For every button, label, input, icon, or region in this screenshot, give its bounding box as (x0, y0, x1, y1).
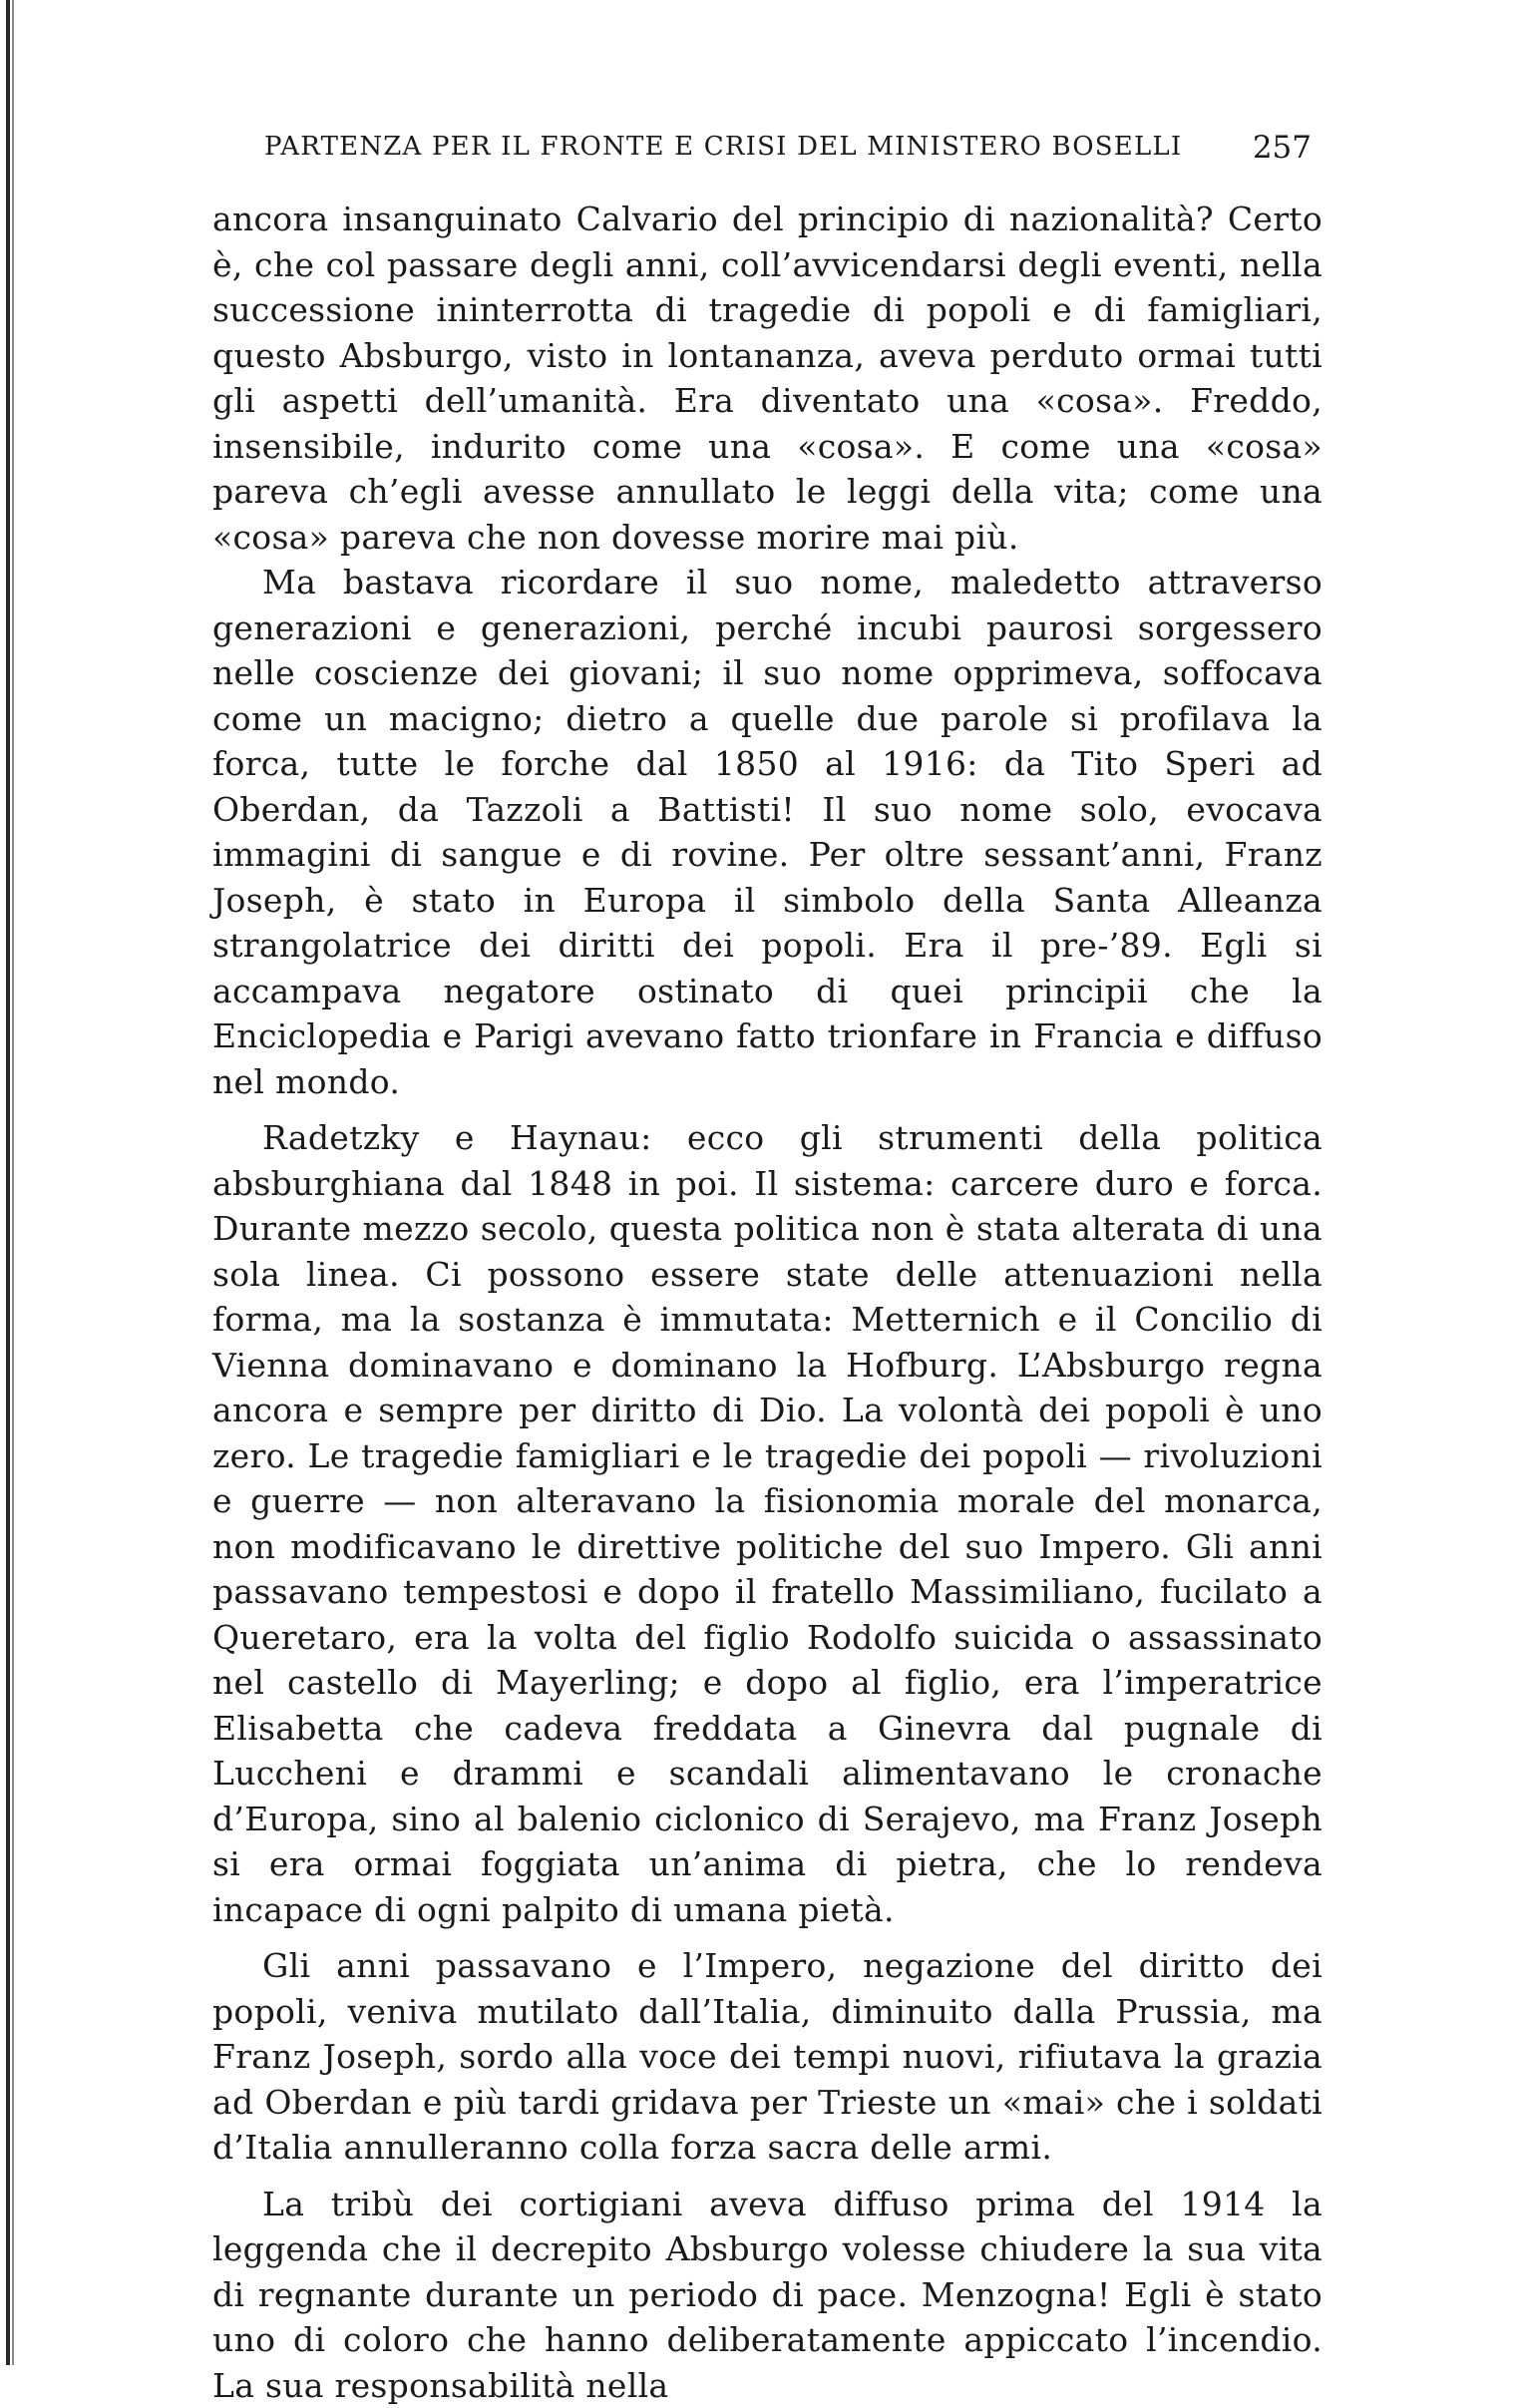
paragraph-continued: ancora insanguinato Calvario del principio di nazionalità? Certo è, che col passare degli anni, coll’avvicendarsi degli eventi, nella successione ininterrotta di tragedie di popoli e di famigliari, questo Absburgo, visto in lontananza, aveva perduto ormai tutti gli aspetti dell’umanità. Era diventato una «cosa». Freddo, insensibile, indurito come una «cosa». E come una «cosa» pareva ch’egli avesse annullato le leggi della vita; come una «cosa» pareva che non dovesse morire mai più. (212, 197, 1323, 560)
paragraph: Radetzky e Haynau: ecco gli strumenti della politica absburghiana dal 1848 in poi. Il sistema: carcere duro e forca. Durante mezzo secolo, questa politica non è stata alterata di una sola linea. Ci possono essere state delle attenuazioni nella forma, ma la sostanza è immutata: Metternich e il Concilio di Vienna dominavano e dominano la Hofburg. L’Absburgo regna ancora e sempre per diritto di Dio. La volontà dei popoli è uno zero. Le tragedie famigliari e le tragedie dei popoli — rivoluzioni e guerre — non alteravano la fisionomia morale del monarca, non modificavano le direttive politiche del suo Impero. Gli anni passavano tempestosi e dopo il fratello Massimiliano, fucilato a Queretaro, era la volta del figlio Rodolfo suicida o assassinato nel castello di Mayerling; e dopo al figlio, era l’imperatrice Elisabetta che cadeva freddata a Ginevra dal pugnale di Luccheni e drammi e scandali alimentavano le cronache d’Europa, sino al balenio ciclonico di Serajevo, ma Franz Joseph si era ormai foggiata un’anima di pietra, che lo rendeva incapace di ogni palpito di umana pietà. (212, 1115, 1323, 1932)
page-binding-edge (6, 0, 10, 2365)
running-title: PARTENZA PER IL FRONTE E CRISI DEL MINISTERO BOSELLI (264, 132, 1182, 162)
paragraph: La tribù dei cortigiani aveva diffuso prima del 1914 la leggenda che il decrepito Absburgo volesse chiudere la sua vita di regnante durante un periodo di pace. Menzogna! Egli è stato uno di coloro che hanno deliberatamente appiccato l’incendio. La sua responsabilità nella (212, 2182, 1323, 2408)
page-binding-shadow (12, 0, 14, 2365)
paragraph: Ma bastava ricordare il suo nome, maledetto attraverso generazioni e generazioni, perché incubi paurosi sorgessero nelle coscienze dei giovani; il suo nome opprimeva, soffocava come un macigno; dietro a quelle due parole si profilava la forca, tutte le forche dal 1850 al 1916: da Tito Speri ad Oberdan, da Tazzoli a Battisti! Il suo nome solo, evocava immagini di sangue e di rovine. Per oltre sessant’anni, Franz Joseph, è stato in Europa il simbolo della Santa Alleanza strangolatrice dei diritti dei popoli. Era il pre-’89. Egli si accampava negatore ostinato di quei principii che la Enciclopedia e Parigi avevano fatto trionfare in Francia e diffuso nel mondo. (212, 560, 1323, 1104)
page-number: 257 (1253, 130, 1312, 166)
paragraph: Gli anni passavano e l’Impero, negazione del diritto dei popoli, veniva mutilato dall’Italia, diminuito dalla Prussia, ma Franz Joseph, sordo alla voce dei tempi nuovi, rifiutava la grazia ad Oberdan e più tardi gridava per Trieste un «mai» che i soldati d’Italia annulleranno colla forza sacra delle armi. (212, 1943, 1323, 2171)
running-header (264, 132, 1312, 172)
body-text (212, 197, 1323, 2408)
